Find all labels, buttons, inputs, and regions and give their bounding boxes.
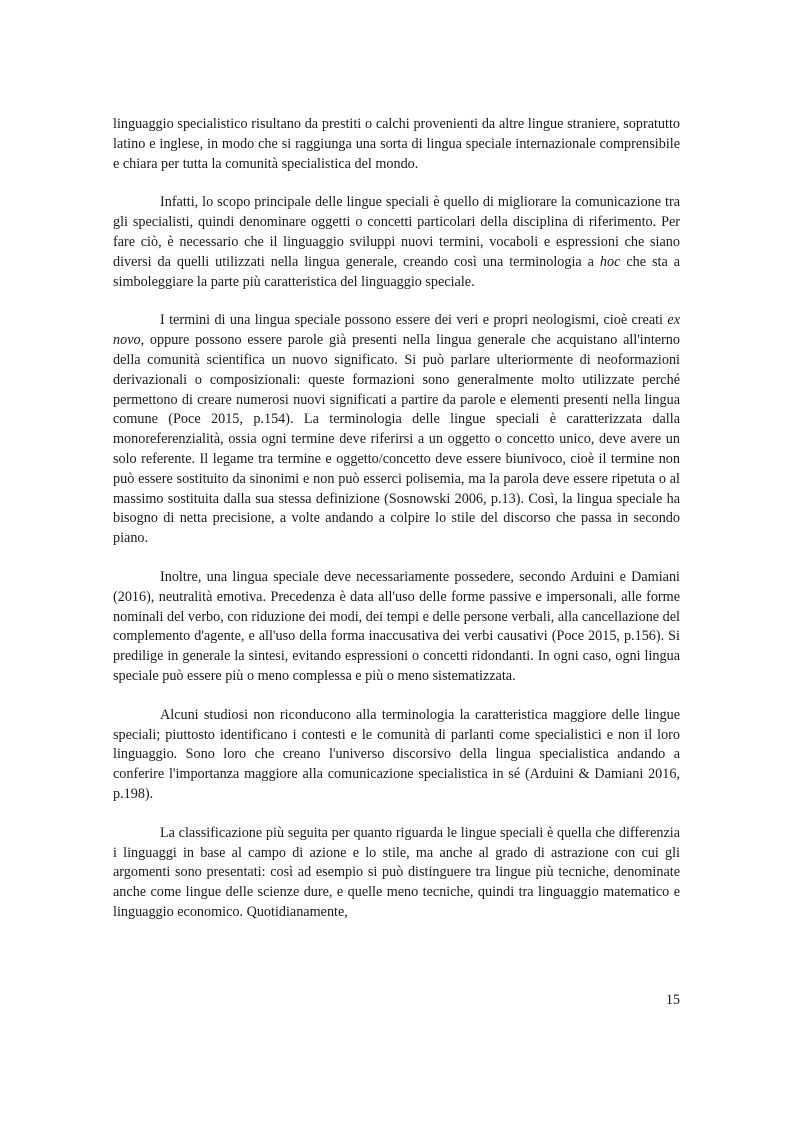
text-segment: Infatti, lo scopo principale delle lingue speciali è quello di migliorare la comunicazione tra gli specialisti, quindi denominare oggetti o concetti particolari della disciplina di riferimento. Per fare ciò, è necessario che il linguaggio sviluppi nuovi termini, vocaboli e espressioni che siano diversi da quelli utilizzati nella lingua generale, creando così una terminologia a: [113, 194, 680, 270]
text-segment: che sta a simboleggiare la parte più caratteristica del linguaggio speciale.: [113, 253, 680, 290]
text-segment: Alcuni studiosi non riconducono alla terminologia la caratteristica maggiore delle lingue speciali; piuttosto identificano i contesti e le comunità di parlanti come specialistici e non il loro linguaggio. Sono loro che creano l'universo discorsivo della lingua specialistica andando a conferire l'importanza maggiore alla comunicazione specialistica in sé (Arduini & Damiani 2016, p.198).: [113, 706, 680, 802]
paragraph-2: [113, 193, 680, 292]
text-segment: linguaggio specialistico risultano da prestiti o calchi provenienti da altre lingue straniere, sopratutto latino e inglese, in modo che si raggiunga una sorta di lingua speciale internazionale comprensibile e chiara per tutta la comunità specialistica del mondo.: [113, 116, 680, 172]
text-segment: , oppure possono essere parole già presenti nella lingua generale che acquistano all'interno della comunità scientifica un nuovo significato. Si può parlare ulteriormente di neoformazioni derivazionali o composizionali: queste formazioni sono generalmente molto utilizzate perché permettono di creare numerosi nuovi significati a partire da parole e elementi presenti nella lingua comune (Poce 2015, p.154). La terminologia delle lingue speciali è caratterizzata dalla monoreferenzialità, ossia ogni termine deve riferirsi a un oggetto o concetto unico, deve avere un solo referente. Il legame tra termine e oggetto/concetto deve essere biunivoco, cioè il termine non può essere sostituito da sinonimi e non può esserci polisemia, ma la parola deve essere ripetuta o al massimo sostituita dalla sua stessa definizione (Sosnowski 2006, p.13). Così, la lingua speciale ha bisogno di netta precisione, a volte andando a colpire lo stile del discorso che passa in secondo piano.: [113, 332, 680, 547]
text-segment: La classificazione più seguita per quanto riguarda le lingue speciali è quella che differenzia i linguaggi in base al campo di azione e lo stile, ma anche al grado di astrazione con cui gli argomenti sono presentati: così ad esempio si può distinguere tra lingue più tecniche, denominate anche come lingue delle scienze dure, e quelle meno tecniche, quindi tra linguaggio matematico e linguaggio economico. Quotidianamente,: [113, 824, 680, 920]
paragraph-1: [113, 115, 680, 174]
italic-term: ex novo: [113, 312, 680, 349]
page-number: 15: [665, 992, 680, 1008]
text-segment: Inoltre, una lingua speciale deve necessariamente possedere, secondo Arduini e Damiani (2016), neutralità emotiva. Precedenza è data all'uso delle forme passive e impersonali, alle forme nominali del verbo, con riduzione dei modi, dei tempi e delle persone verbali, alla cancellazione del complemento d'agente, e all'uso della forma inaccusativa dei verbi causativi (Poce 2015, p.156). Si predilige in generale la sintesi, evitando espressioni o concetti ridondanti. In ogni caso, ogni lingua speciale può essere più o meno complessa e più o meno sistematizzata.: [113, 568, 680, 684]
paragraph-4: [113, 568, 680, 687]
paragraph-3: [113, 311, 680, 549]
paragraph-5: [113, 706, 680, 805]
italic-term: hoc: [599, 253, 621, 270]
text-segment: I termini di una lingua speciale possono essere dei veri e propri neologismi, cioè creati: [160, 312, 668, 329]
body-text: [113, 115, 680, 942]
paragraph-6: [113, 824, 680, 923]
